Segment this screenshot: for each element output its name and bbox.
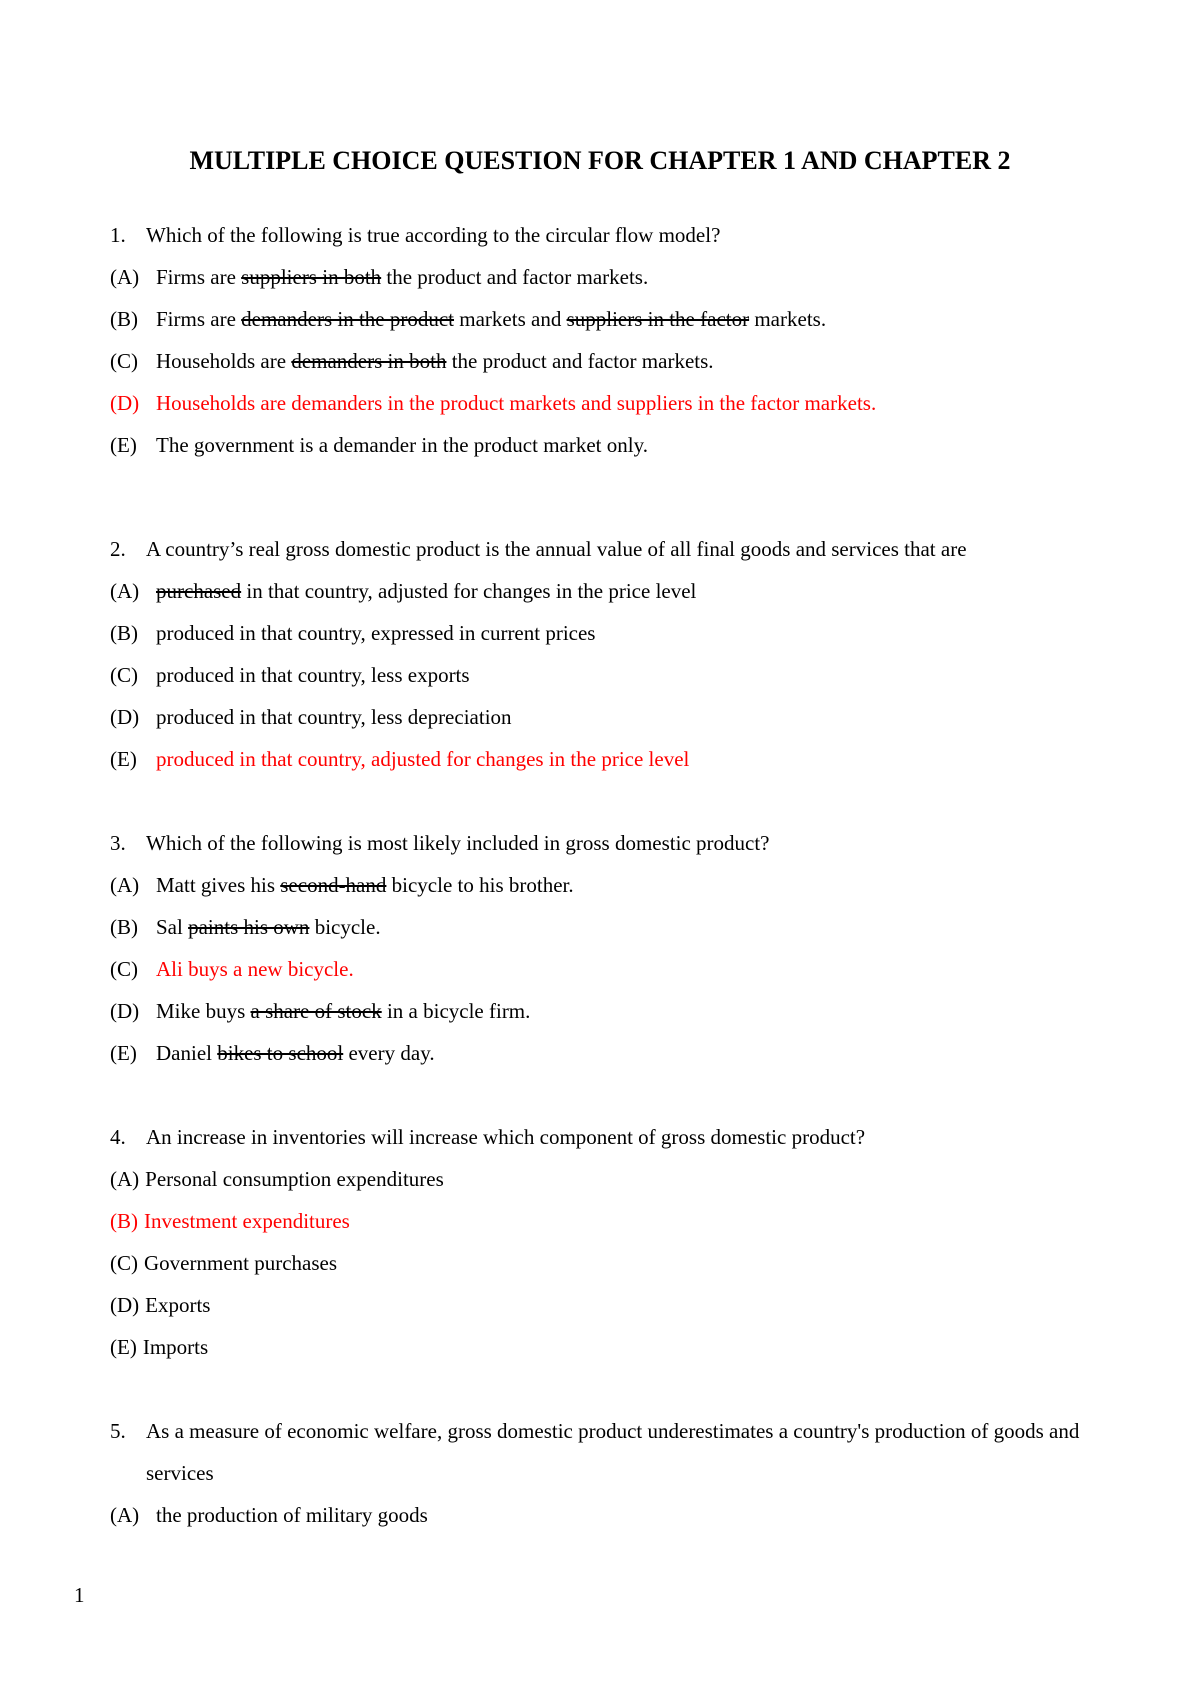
option-label: (B) xyxy=(110,621,138,645)
option-text: Firms are xyxy=(156,307,242,331)
question-stem: A country’s real gross domestic product is the annual value of all final goods and services that are xyxy=(146,537,967,561)
question-number: 2. xyxy=(110,537,126,561)
option-label: (C) xyxy=(110,663,138,687)
option-b-correct xyxy=(110,1200,1130,1242)
option-label: (A) xyxy=(110,1503,140,1527)
struck-text: purchased xyxy=(156,579,242,603)
struck-text: second-hand xyxy=(280,873,387,897)
option-text: bicycle to his brother. xyxy=(386,873,574,897)
struck-text: paints his own xyxy=(188,915,310,939)
option-text: Government purchases xyxy=(144,1251,338,1275)
option-text: produced in that country, less depreciation xyxy=(156,705,512,729)
question-number: 3. xyxy=(110,831,126,855)
option-text: produced in that country, expressed in current prices xyxy=(156,621,596,645)
option-label: (A) xyxy=(110,579,140,603)
option-text: every day. xyxy=(343,1041,435,1065)
option-text: Daniel xyxy=(156,1041,218,1065)
option-label: (B) xyxy=(110,1209,138,1233)
option-c xyxy=(110,340,1130,382)
question-text xyxy=(110,1410,1130,1494)
option-label: (A) xyxy=(110,265,140,289)
question-stem: Which of the following is most likely included in gross domestic product? xyxy=(146,831,770,855)
option-text: markets. xyxy=(749,307,827,331)
option-label: (C) xyxy=(110,957,138,981)
option-text: Mike buys xyxy=(156,999,251,1023)
option-d xyxy=(110,696,1130,738)
option-text: Investment expenditures xyxy=(144,1209,350,1233)
question-number: 1. xyxy=(110,223,126,247)
struck-text: demanders in the product xyxy=(241,307,455,331)
struck-text: a share of stock xyxy=(250,999,382,1023)
question-text xyxy=(110,214,1130,256)
option-text: The government is a demander in the product market only. xyxy=(156,433,648,457)
question-text xyxy=(110,528,1130,570)
option-a xyxy=(110,1158,1130,1200)
option-text: in a bicycle firm. xyxy=(381,999,531,1023)
option-label: (E) xyxy=(110,1041,137,1065)
option-label: (B) xyxy=(110,915,138,939)
option-text: the product and factor markets. xyxy=(446,349,714,373)
option-a xyxy=(110,256,1130,298)
option-label: (C) xyxy=(110,1251,138,1275)
question-2 xyxy=(110,528,1130,780)
option-a xyxy=(110,570,1130,612)
question-5 xyxy=(110,1410,1130,1536)
question-text xyxy=(110,1116,1130,1158)
struck-text: suppliers in both xyxy=(241,265,382,289)
option-text: bicycle. xyxy=(309,915,381,939)
option-d xyxy=(110,1284,1130,1326)
option-label: (D) xyxy=(110,1293,140,1317)
option-d-correct xyxy=(110,382,1130,424)
option-label: (B) xyxy=(110,307,138,331)
option-text: Personal consumption expenditures xyxy=(145,1167,444,1191)
option-text: Matt gives his xyxy=(156,873,281,897)
page-number: 1 xyxy=(74,1583,85,1607)
question-number: 5. xyxy=(110,1419,126,1443)
struck-text: demanders in both xyxy=(291,349,447,373)
option-text: Households are demanders in the product markets and suppliers in the factor markets. xyxy=(156,391,877,415)
option-e xyxy=(110,1326,1130,1368)
option-text: Households are xyxy=(156,349,292,373)
question-3 xyxy=(110,822,1130,1074)
option-text: produced in that country, less exports xyxy=(156,663,470,687)
option-c xyxy=(110,1242,1130,1284)
option-c xyxy=(110,654,1130,696)
option-c xyxy=(110,948,1130,990)
option-b xyxy=(110,298,1130,340)
option-label: (D) xyxy=(110,391,140,415)
option-label: (E) xyxy=(110,747,137,771)
option-text: Firms are xyxy=(156,265,242,289)
option-text-correct: Ali buys a new bicycle. xyxy=(156,957,354,981)
option-b xyxy=(110,906,1130,948)
option-e xyxy=(110,1032,1130,1074)
option-d xyxy=(110,990,1130,1032)
option-text: in that country, adjusted for changes in the price level xyxy=(241,579,697,603)
option-text: the product and factor markets. xyxy=(381,265,649,289)
question-4 xyxy=(110,1116,1130,1368)
question-text xyxy=(110,822,1130,864)
option-label: (A) xyxy=(110,873,140,897)
option-label: (E) xyxy=(110,433,137,457)
option-text-correct: produced in that country, adjusted for changes in the price level xyxy=(156,747,690,771)
option-a xyxy=(110,864,1130,906)
option-a xyxy=(110,1494,1130,1536)
question-stem: Which of the following is true according to the circular flow model? xyxy=(146,223,721,247)
option-label: (D) xyxy=(110,999,140,1023)
question-stem: As a measure of economic welfare, gross domestic product underestimates a country's production of goods and services xyxy=(146,1419,1080,1485)
option-text: markets and xyxy=(454,307,567,331)
option-label: (E) xyxy=(110,1335,137,1359)
option-b xyxy=(110,612,1130,654)
question-number: 4. xyxy=(110,1125,126,1149)
option-label: (D) xyxy=(110,705,140,729)
option-label: (A) xyxy=(110,1167,140,1191)
option-text: Exports xyxy=(145,1293,211,1317)
document-title: MULTIPLE CHOICE QUESTION FOR CHAPTER 1 AND CHAPTER 2 xyxy=(189,146,1011,175)
option-e xyxy=(110,738,1130,780)
option-text: the production of military goods xyxy=(156,1503,428,1527)
option-text: Imports xyxy=(142,1335,209,1359)
option-label: (C) xyxy=(110,349,138,373)
option-text: Sal xyxy=(156,915,189,939)
question-stem: An increase in inventories will increase which component of gross domestic product? xyxy=(146,1125,866,1149)
struck-text: suppliers in the factor xyxy=(566,307,750,331)
question-1 xyxy=(110,214,1130,466)
struck-text: bikes to school xyxy=(217,1041,344,1065)
option-e xyxy=(110,424,1130,466)
